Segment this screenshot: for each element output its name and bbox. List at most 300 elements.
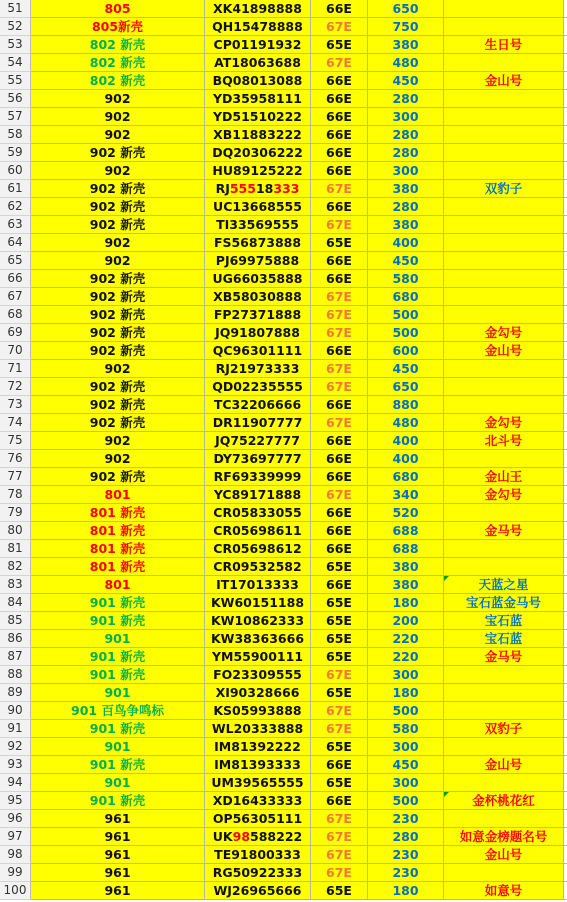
- cell-price[interactable]: 380: [368, 36, 444, 54]
- row-number[interactable]: 91: [0, 720, 31, 738]
- cell-note[interactable]: [444, 216, 564, 234]
- cell-note[interactable]: [444, 108, 564, 126]
- cell-serial[interactable]: FP27371888: [205, 306, 311, 324]
- row-number[interactable]: 62: [0, 198, 31, 216]
- row-number[interactable]: 54: [0, 54, 31, 72]
- row-number[interactable]: 95: [0, 792, 31, 810]
- cell-grade[interactable]: 67E: [311, 720, 368, 738]
- cell-model[interactable]: 801 新壳: [31, 522, 205, 540]
- cell-model[interactable]: 801: [31, 576, 205, 594]
- cell-serial[interactable]: YC89171888: [205, 486, 311, 504]
- cell-grade[interactable]: 65E: [311, 630, 368, 648]
- cell-serial[interactable]: PJ69975888: [205, 252, 311, 270]
- cell-grade[interactable]: 66E: [311, 270, 368, 288]
- cell-price[interactable]: 180: [368, 882, 444, 900]
- cell-grade[interactable]: 65E: [311, 234, 368, 252]
- cell-note[interactable]: [444, 702, 564, 720]
- cell-note[interactable]: 金山号: [444, 756, 564, 774]
- cell-price[interactable]: 380: [368, 216, 444, 234]
- cell-note[interactable]: [444, 0, 564, 18]
- cell-grade[interactable]: 67E: [311, 288, 368, 306]
- cell-grade[interactable]: 67E: [311, 666, 368, 684]
- cell-price[interactable]: 300: [368, 738, 444, 756]
- row-number[interactable]: 85: [0, 612, 31, 630]
- cell-grade[interactable]: 66E: [311, 756, 368, 774]
- cell-serial[interactable]: XB11883222: [205, 126, 311, 144]
- cell-price[interactable]: 300: [368, 162, 444, 180]
- cell-model[interactable]: 902: [31, 252, 205, 270]
- cell-grade[interactable]: 65E: [311, 36, 368, 54]
- cell-grade[interactable]: 66E: [311, 450, 368, 468]
- cell-serial[interactable]: CR05833055: [205, 504, 311, 522]
- cell-note[interactable]: [444, 252, 564, 270]
- cell-price[interactable]: 280: [368, 90, 444, 108]
- cell-price[interactable]: 280: [368, 126, 444, 144]
- cell-serial[interactable]: RG50922333: [205, 864, 311, 882]
- cell-note[interactable]: [444, 162, 564, 180]
- cell-model[interactable]: 902 新壳: [31, 306, 205, 324]
- cell-model[interactable]: 802 新壳: [31, 54, 205, 72]
- cell-model[interactable]: 902: [31, 360, 205, 378]
- cell-price[interactable]: 380: [368, 558, 444, 576]
- cell-serial[interactable]: TI33569555: [205, 216, 311, 234]
- cell-price[interactable]: 380: [368, 180, 444, 198]
- cell-price[interactable]: 500: [368, 702, 444, 720]
- cell-price[interactable]: 880: [368, 396, 444, 414]
- cell-price[interactable]: 400: [368, 450, 444, 468]
- row-number[interactable]: 74: [0, 414, 31, 432]
- cell-serial[interactable]: UG66035888: [205, 270, 311, 288]
- cell-serial[interactable]: RF69339999: [205, 468, 311, 486]
- cell-serial[interactable]: QC96301111: [205, 342, 311, 360]
- cell-note[interactable]: [444, 540, 564, 558]
- cell-note[interactable]: 金山号: [444, 846, 564, 864]
- cell-model[interactable]: 902 新壳: [31, 378, 205, 396]
- cell-grade[interactable]: 65E: [311, 612, 368, 630]
- cell-note[interactable]: [444, 378, 564, 396]
- row-number[interactable]: 76: [0, 450, 31, 468]
- cell-serial[interactable]: YD51510222: [205, 108, 311, 126]
- cell-serial[interactable]: XB58030888: [205, 288, 311, 306]
- cell-note[interactable]: [444, 666, 564, 684]
- row-number[interactable]: 100: [0, 882, 31, 900]
- cell-grade[interactable]: 67E: [311, 414, 368, 432]
- row-number[interactable]: 51: [0, 0, 31, 18]
- cell-serial[interactable]: DQ20306222: [205, 144, 311, 162]
- cell-note[interactable]: [444, 144, 564, 162]
- cell-grade[interactable]: 65E: [311, 738, 368, 756]
- cell-model[interactable]: 901 新壳: [31, 612, 205, 630]
- row-number[interactable]: 97: [0, 828, 31, 846]
- cell-serial[interactable]: XD16433333: [205, 792, 311, 810]
- cell-model[interactable]: 801 新壳: [31, 540, 205, 558]
- cell-serial[interactable]: AT18063688: [205, 54, 311, 72]
- row-number[interactable]: 59: [0, 144, 31, 162]
- cell-price[interactable]: 280: [368, 828, 444, 846]
- cell-note[interactable]: 金勾号: [444, 486, 564, 504]
- cell-note[interactable]: 北斗号: [444, 432, 564, 450]
- cell-serial[interactable]: DY73697777: [205, 450, 311, 468]
- cell-model[interactable]: 961: [31, 828, 205, 846]
- cell-grade[interactable]: 67E: [311, 702, 368, 720]
- row-number[interactable]: 98: [0, 846, 31, 864]
- cell-model[interactable]: 902 新壳: [31, 216, 205, 234]
- cell-model[interactable]: 902: [31, 162, 205, 180]
- row-number[interactable]: 67: [0, 288, 31, 306]
- cell-note[interactable]: 金山王: [444, 468, 564, 486]
- cell-model[interactable]: 902 新壳: [31, 396, 205, 414]
- cell-grade[interactable]: 66E: [311, 162, 368, 180]
- cell-grade[interactable]: 66E: [311, 0, 368, 18]
- cell-note[interactable]: 天蓝之星: [444, 576, 564, 594]
- cell-note[interactable]: 双豹子: [444, 720, 564, 738]
- cell-note[interactable]: [444, 450, 564, 468]
- cell-grade[interactable]: 67E: [311, 360, 368, 378]
- cell-grade[interactable]: 66E: [311, 792, 368, 810]
- row-number[interactable]: 75: [0, 432, 31, 450]
- cell-serial[interactable]: UM39565555: [205, 774, 311, 792]
- row-number[interactable]: 92: [0, 738, 31, 756]
- row-number[interactable]: 52: [0, 18, 31, 36]
- cell-price[interactable]: 680: [368, 288, 444, 306]
- cell-grade[interactable]: 65E: [311, 558, 368, 576]
- cell-model[interactable]: 902 新壳: [31, 144, 205, 162]
- cell-model[interactable]: 902 新壳: [31, 288, 205, 306]
- cell-model[interactable]: 805: [31, 0, 205, 18]
- cell-note[interactable]: [444, 18, 564, 36]
- cell-model[interactable]: 961: [31, 846, 205, 864]
- cell-note[interactable]: 金山号: [444, 72, 564, 90]
- cell-model[interactable]: 902: [31, 450, 205, 468]
- cell-serial[interactable]: TE91800333: [205, 846, 311, 864]
- cell-note[interactable]: 双豹子: [444, 180, 564, 198]
- cell-grade[interactable]: 67E: [311, 846, 368, 864]
- row-number[interactable]: 86: [0, 630, 31, 648]
- row-number[interactable]: 63: [0, 216, 31, 234]
- cell-price[interactable]: 450: [368, 72, 444, 90]
- cell-model[interactable]: 901: [31, 630, 205, 648]
- cell-serial[interactable]: CR09532582: [205, 558, 311, 576]
- cell-note[interactable]: 金杯桃花红: [444, 792, 564, 810]
- cell-grade[interactable]: 65E: [311, 684, 368, 702]
- cell-price[interactable]: 400: [368, 432, 444, 450]
- cell-serial[interactable]: TC32206666: [205, 396, 311, 414]
- cell-model[interactable]: 802 新壳: [31, 36, 205, 54]
- cell-model[interactable]: 902 新壳: [31, 414, 205, 432]
- cell-serial[interactable]: YM55900111: [205, 648, 311, 666]
- cell-model[interactable]: 901 新壳: [31, 792, 205, 810]
- row-number[interactable]: 77: [0, 468, 31, 486]
- cell-note[interactable]: 宝石蓝: [444, 612, 564, 630]
- cell-note[interactable]: [444, 54, 564, 72]
- cell-model[interactable]: 902: [31, 432, 205, 450]
- cell-price[interactable]: 300: [368, 774, 444, 792]
- cell-serial[interactable]: OP56305111: [205, 810, 311, 828]
- row-number[interactable]: 78: [0, 486, 31, 504]
- cell-serial[interactable]: FO23309555: [205, 666, 311, 684]
- cell-price[interactable]: 688: [368, 522, 444, 540]
- row-number[interactable]: 83: [0, 576, 31, 594]
- row-number[interactable]: 53: [0, 36, 31, 54]
- cell-price[interactable]: 650: [368, 378, 444, 396]
- cell-note[interactable]: [444, 288, 564, 306]
- row-number[interactable]: 94: [0, 774, 31, 792]
- cell-note[interactable]: [444, 810, 564, 828]
- cell-grade[interactable]: 66E: [311, 504, 368, 522]
- row-number[interactable]: 65: [0, 252, 31, 270]
- row-number[interactable]: 88: [0, 666, 31, 684]
- cell-model[interactable]: 901: [31, 774, 205, 792]
- cell-price[interactable]: 230: [368, 864, 444, 882]
- cell-serial[interactable]: DR11907777: [205, 414, 311, 432]
- cell-price[interactable]: 500: [368, 324, 444, 342]
- cell-grade[interactable]: 66E: [311, 522, 368, 540]
- row-number[interactable]: 84: [0, 594, 31, 612]
- cell-note[interactable]: 如意号: [444, 882, 564, 900]
- cell-grade[interactable]: 67E: [311, 486, 368, 504]
- cell-serial[interactable]: IT17013333: [205, 576, 311, 594]
- cell-price[interactable]: 500: [368, 306, 444, 324]
- cell-note[interactable]: [444, 234, 564, 252]
- row-number[interactable]: 58: [0, 126, 31, 144]
- cell-note[interactable]: [444, 684, 564, 702]
- cell-grade[interactable]: 67E: [311, 828, 368, 846]
- cell-serial[interactable]: RJ21973333: [205, 360, 311, 378]
- cell-grade[interactable]: 66E: [311, 72, 368, 90]
- cell-grade[interactable]: 67E: [311, 810, 368, 828]
- cell-price[interactable]: 520: [368, 504, 444, 522]
- cell-grade[interactable]: 65E: [311, 594, 368, 612]
- row-number[interactable]: 87: [0, 648, 31, 666]
- cell-note[interactable]: [444, 558, 564, 576]
- cell-price[interactable]: 200: [368, 612, 444, 630]
- cell-model[interactable]: 902: [31, 126, 205, 144]
- cell-serial[interactable]: CR05698611: [205, 522, 311, 540]
- cell-model[interactable]: 805新壳: [31, 18, 205, 36]
- cell-grade[interactable]: 66E: [311, 90, 368, 108]
- cell-grade[interactable]: 66E: [311, 432, 368, 450]
- cell-serial[interactable]: CR05698612: [205, 540, 311, 558]
- row-number[interactable]: 72: [0, 378, 31, 396]
- cell-serial[interactable]: BQ08013088: [205, 72, 311, 90]
- cell-grade[interactable]: 66E: [311, 198, 368, 216]
- cell-price[interactable]: 450: [368, 756, 444, 774]
- cell-model[interactable]: 802 新壳: [31, 72, 205, 90]
- cell-note[interactable]: [444, 738, 564, 756]
- row-number[interactable]: 96: [0, 810, 31, 828]
- row-number[interactable]: 55: [0, 72, 31, 90]
- cell-model[interactable]: 801 新壳: [31, 504, 205, 522]
- cell-grade[interactable]: 67E: [311, 180, 368, 198]
- cell-serial[interactable]: UC13668555: [205, 198, 311, 216]
- cell-serial[interactable]: WL20333888: [205, 720, 311, 738]
- cell-note[interactable]: [444, 774, 564, 792]
- cell-note[interactable]: 金马号: [444, 522, 564, 540]
- cell-price[interactable]: 580: [368, 270, 444, 288]
- cell-price[interactable]: 480: [368, 54, 444, 72]
- cell-serial[interactable]: QD02235555: [205, 378, 311, 396]
- cell-price[interactable]: 180: [368, 594, 444, 612]
- row-number[interactable]: 64: [0, 234, 31, 252]
- cell-price[interactable]: 340: [368, 486, 444, 504]
- cell-model[interactable]: 901 新壳: [31, 756, 205, 774]
- cell-note[interactable]: 如意金榜题名号: [444, 828, 564, 846]
- row-number[interactable]: 71: [0, 360, 31, 378]
- cell-price[interactable]: 450: [368, 360, 444, 378]
- cell-serial[interactable]: XK41898888: [205, 0, 311, 18]
- cell-price[interactable]: 380: [368, 576, 444, 594]
- row-number[interactable]: 89: [0, 684, 31, 702]
- cell-price[interactable]: 480: [368, 414, 444, 432]
- cell-model[interactable]: 961: [31, 882, 205, 900]
- cell-price[interactable]: 600: [368, 342, 444, 360]
- cell-grade[interactable]: 66E: [311, 252, 368, 270]
- cell-price[interactable]: 750: [368, 18, 444, 36]
- cell-grade[interactable]: 65E: [311, 774, 368, 792]
- cell-grade[interactable]: 65E: [311, 648, 368, 666]
- cell-model[interactable]: 902 新壳: [31, 198, 205, 216]
- cell-grade[interactable]: 67E: [311, 306, 368, 324]
- cell-model[interactable]: 901: [31, 738, 205, 756]
- cell-grade[interactable]: 67E: [311, 864, 368, 882]
- row-number[interactable]: 79: [0, 504, 31, 522]
- cell-serial[interactable]: JQ75227777: [205, 432, 311, 450]
- row-number[interactable]: 82: [0, 558, 31, 576]
- cell-price[interactable]: 400: [368, 234, 444, 252]
- row-number[interactable]: 68: [0, 306, 31, 324]
- cell-grade[interactable]: 67E: [311, 216, 368, 234]
- row-number[interactable]: 57: [0, 108, 31, 126]
- cell-model[interactable]: 902 新壳: [31, 468, 205, 486]
- row-number[interactable]: 80: [0, 522, 31, 540]
- cell-note[interactable]: [444, 90, 564, 108]
- cell-model[interactable]: 902 新壳: [31, 342, 205, 360]
- cell-serial[interactable]: IM81393333: [205, 756, 311, 774]
- cell-model[interactable]: 902 新壳: [31, 324, 205, 342]
- cell-price[interactable]: 300: [368, 108, 444, 126]
- cell-grade[interactable]: 66E: [311, 468, 368, 486]
- cell-model[interactable]: 902 新壳: [31, 180, 205, 198]
- row-number[interactable]: 69: [0, 324, 31, 342]
- row-number[interactable]: 93: [0, 756, 31, 774]
- cell-grade[interactable]: 67E: [311, 54, 368, 72]
- cell-note[interactable]: 金山号: [444, 342, 564, 360]
- cell-note[interactable]: [444, 504, 564, 522]
- cell-serial[interactable]: IM81392222: [205, 738, 311, 756]
- row-number[interactable]: 73: [0, 396, 31, 414]
- cell-model[interactable]: 801: [31, 486, 205, 504]
- cell-model[interactable]: 901 新壳: [31, 648, 205, 666]
- cell-serial[interactable]: HU89125222: [205, 162, 311, 180]
- cell-model[interactable]: 901 新壳: [31, 594, 205, 612]
- cell-note[interactable]: 金勾号: [444, 324, 564, 342]
- cell-note[interactable]: 生日号: [444, 36, 564, 54]
- cell-serial[interactable]: WJ26965666: [205, 882, 311, 900]
- cell-note[interactable]: 金马号: [444, 648, 564, 666]
- cell-serial[interactable]: KS05993888: [205, 702, 311, 720]
- cell-price[interactable]: 230: [368, 810, 444, 828]
- cell-model[interactable]: 901 新壳: [31, 720, 205, 738]
- row-number[interactable]: 99: [0, 864, 31, 882]
- cell-price[interactable]: 230: [368, 846, 444, 864]
- cell-serial[interactable]: QH15478888: [205, 18, 311, 36]
- cell-price[interactable]: 300: [368, 666, 444, 684]
- row-number[interactable]: 61: [0, 180, 31, 198]
- cell-note[interactable]: [444, 306, 564, 324]
- cell-price[interactable]: 580: [368, 720, 444, 738]
- cell-serial[interactable]: XI90328666: [205, 684, 311, 702]
- cell-note[interactable]: 宝石蓝: [444, 630, 564, 648]
- cell-grade[interactable]: 66E: [311, 342, 368, 360]
- row-number[interactable]: 70: [0, 342, 31, 360]
- cell-note[interactable]: 宝石蓝金马号: [444, 594, 564, 612]
- cell-grade[interactable]: 66E: [311, 144, 368, 162]
- cell-note[interactable]: [444, 270, 564, 288]
- cell-grade[interactable]: 67E: [311, 378, 368, 396]
- cell-grade[interactable]: 66E: [311, 126, 368, 144]
- row-number[interactable]: 56: [0, 90, 31, 108]
- cell-grade[interactable]: 67E: [311, 324, 368, 342]
- cell-note[interactable]: [444, 396, 564, 414]
- cell-model[interactable]: 902: [31, 234, 205, 252]
- cell-grade[interactable]: 66E: [311, 396, 368, 414]
- cell-model[interactable]: 961: [31, 864, 205, 882]
- row-number[interactable]: 90: [0, 702, 31, 720]
- cell-grade[interactable]: 66E: [311, 108, 368, 126]
- cell-model[interactable]: 902: [31, 90, 205, 108]
- cell-model[interactable]: 901: [31, 684, 205, 702]
- cell-price[interactable]: 220: [368, 648, 444, 666]
- cell-model[interactable]: 801 新壳: [31, 558, 205, 576]
- cell-price[interactable]: 220: [368, 630, 444, 648]
- cell-model[interactable]: 961: [31, 810, 205, 828]
- cell-price[interactable]: 280: [368, 144, 444, 162]
- cell-model[interactable]: 901 新壳: [31, 666, 205, 684]
- cell-model[interactable]: 902: [31, 108, 205, 126]
- cell-price[interactable]: 500: [368, 792, 444, 810]
- cell-grade[interactable]: 66E: [311, 540, 368, 558]
- cell-serial[interactable]: JQ91807888: [205, 324, 311, 342]
- cell-serial[interactable]: KW10862333: [205, 612, 311, 630]
- row-number[interactable]: 81: [0, 540, 31, 558]
- cell-note[interactable]: [444, 864, 564, 882]
- row-number[interactable]: 60: [0, 162, 31, 180]
- cell-price[interactable]: 650: [368, 0, 444, 18]
- cell-note[interactable]: [444, 198, 564, 216]
- cell-model[interactable]: 901 百鸟争鸣标: [31, 702, 205, 720]
- cell-price[interactable]: 450: [368, 252, 444, 270]
- cell-serial[interactable]: YD35958111: [205, 90, 311, 108]
- cell-note[interactable]: [444, 360, 564, 378]
- cell-serial[interactable]: RJ55518333: [205, 180, 311, 198]
- cell-serial[interactable]: UK98588222: [205, 828, 311, 846]
- cell-note[interactable]: [444, 126, 564, 144]
- cell-model[interactable]: 902 新壳: [31, 270, 205, 288]
- cell-grade[interactable]: 66E: [311, 576, 368, 594]
- cell-price[interactable]: 680: [368, 468, 444, 486]
- cell-price[interactable]: 280: [368, 198, 444, 216]
- cell-price[interactable]: 180: [368, 684, 444, 702]
- cell-grade[interactable]: 67E: [311, 18, 368, 36]
- cell-serial[interactable]: FS56873888: [205, 234, 311, 252]
- cell-serial[interactable]: CP01191932: [205, 36, 311, 54]
- cell-note[interactable]: 金勾号: [444, 414, 564, 432]
- cell-grade[interactable]: 65E: [311, 882, 368, 900]
- cell-serial[interactable]: KW60151188: [205, 594, 311, 612]
- cell-price[interactable]: 688: [368, 540, 444, 558]
- cell-serial[interactable]: KW38363666: [205, 630, 311, 648]
- row-number[interactable]: 66: [0, 270, 31, 288]
